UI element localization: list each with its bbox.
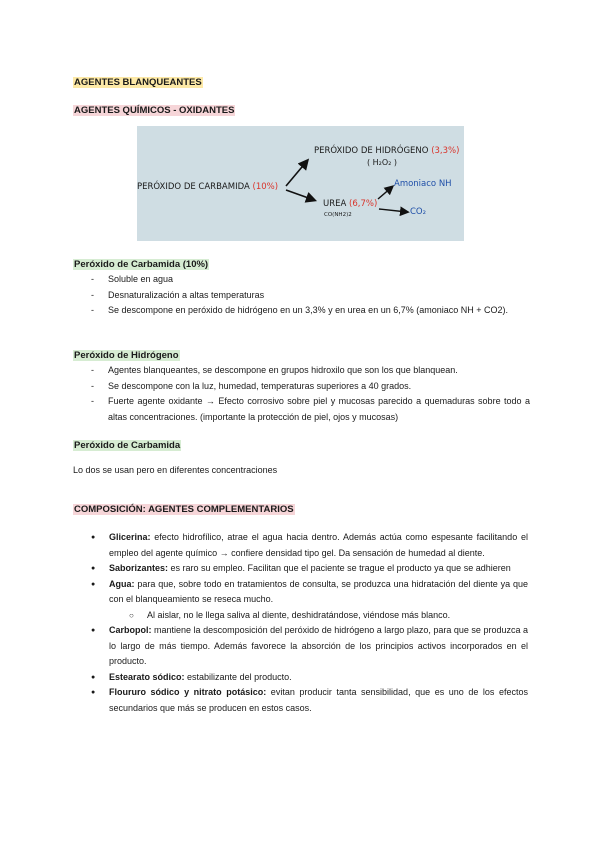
section-title: COMPOSICIÓN: AGENTES COMPLEMENTARIOS xyxy=(74,504,294,515)
decomposition-diagram xyxy=(137,126,464,241)
composicion-list xyxy=(73,530,528,716)
carbamida-list xyxy=(73,272,530,319)
section-composicion xyxy=(73,501,528,716)
label-amoniaco: Amoniaco NH xyxy=(394,179,452,189)
arrow-to-peroxido-hidrogeno xyxy=(286,161,307,186)
label-co2: CO₂ xyxy=(410,207,427,217)
section-peroxido-carbamida xyxy=(73,256,530,319)
arrow-to-urea xyxy=(286,190,314,200)
list-item-estearato xyxy=(73,670,528,686)
item-text: mantiene la descomposición del peróxido de hidrógeno a largo plazo, para que se produzca a lo largo de más tiempo. Además favorece la absorción de los principios activos incorporados en el producto. xyxy=(109,625,528,666)
heading-text: AGENTES QUÍMICOS - OXIDANTES xyxy=(74,105,235,116)
agua-sublist xyxy=(109,608,528,624)
item-text: estabilizante del producto. xyxy=(184,671,292,682)
item-text: evitan producir tanta sensibilidad, que es uno de los efectos secundarios que más se producen en estos casos. xyxy=(109,687,528,713)
arrow-to-co2 xyxy=(379,209,407,212)
section-title: Peróxido de Hidrógeno xyxy=(74,350,179,361)
list-item: - Fuerte agente oxidante → Efecto corrosivo sobre piel y mucosas parecido a quemaduras sobre todo a altas concentraciones. (importante la protección de piel, ojos y mucosas) xyxy=(73,394,530,425)
item-term: Carbopol: xyxy=(109,625,152,635)
list-item: - Se descompone con la luz, humedad, temperaturas superiores a 40 grados. xyxy=(73,379,530,395)
list-item-floururo xyxy=(73,685,528,716)
hidrogeno-list xyxy=(73,363,530,425)
peroxido-hidrogeno-pct: (3,3%) xyxy=(431,146,460,156)
item-term: Agua: xyxy=(109,578,135,589)
list-item-glicerina xyxy=(73,530,528,561)
heading-agentes-quimicos xyxy=(73,100,235,118)
label-urea xyxy=(323,199,377,209)
item-text: efecto hidrofílico, atrae el agua hacia dentro. Además actúa como espesante facilitando el empleo del agente químico → confiere densidad tipo gel. Da sensación de humedad al diente. xyxy=(109,532,528,558)
urea-formula: CO(NH2)2 xyxy=(324,212,352,218)
sub-list-item: ○ Al aislar, no le llega saliva al diente, deshidratándose, viéndose más blanco. xyxy=(109,608,528,624)
list-item: - Se descompone en peróxido de hidrógeno en un 3,3% y en urea en un 6,7% (amoniaco NH + CO2). xyxy=(73,303,530,319)
urea-pct: (6,7%) xyxy=(349,199,378,209)
peroxido-carbamida-pct: (10%) xyxy=(252,182,279,192)
label-peroxido-carbamida xyxy=(137,182,278,192)
item-term: Saborizantes: xyxy=(109,563,169,573)
heading-agentes-blanqueantes xyxy=(73,72,203,90)
peroxido-hidrogeno-text: PERÓXIDO DE HIDRÓGENO xyxy=(314,146,429,156)
heading-text: AGENTES BLANQUEANTES xyxy=(74,77,202,88)
section-peroxido-carbamida-2 xyxy=(73,437,530,479)
section-title: Peróxido de Carbamida xyxy=(74,440,181,451)
formula-h2o2: ( H₂O₂ ) xyxy=(367,158,398,167)
list-item: - Desnaturalización a altas temperaturas xyxy=(73,288,530,304)
item-term: Glicerina: xyxy=(109,532,151,542)
list-item: - Agentes blanqueantes, se descompone en grupos hidroxilo que son los que blanquean. xyxy=(73,363,530,379)
item-term: Floururo sódico y nitrato potásico: xyxy=(109,687,267,697)
arrow-to-amoniaco xyxy=(378,187,392,199)
item-text: es raro su empleo. Facilitan que el paciente se trague el producto ya que se adhieren xyxy=(168,563,511,573)
list-item: - Soluble en agua xyxy=(73,272,530,288)
list-item-saborizantes xyxy=(73,561,528,577)
urea-text: UREA xyxy=(323,199,347,209)
list-item-carbopol xyxy=(73,623,528,670)
section-peroxido-hidrogeno xyxy=(73,347,530,425)
label-peroxido-hidrogeno xyxy=(314,146,459,156)
item-text: para que, sobre todo en tratamientos de consulta, se produzca una hidratación del diente ya que con el blanqueamiento se reseca mucho. xyxy=(109,578,528,604)
peroxido-carbamida-text: PERÓXIDO DE CARBAMIDA xyxy=(137,182,250,192)
item-term: Estearato sódico: xyxy=(109,671,185,682)
section-title: Peróxido de Carbamida (10%) xyxy=(74,259,209,270)
list-item-agua xyxy=(73,577,528,624)
section-text: Lo dos se usan pero en diferentes concentraciones xyxy=(73,465,278,475)
